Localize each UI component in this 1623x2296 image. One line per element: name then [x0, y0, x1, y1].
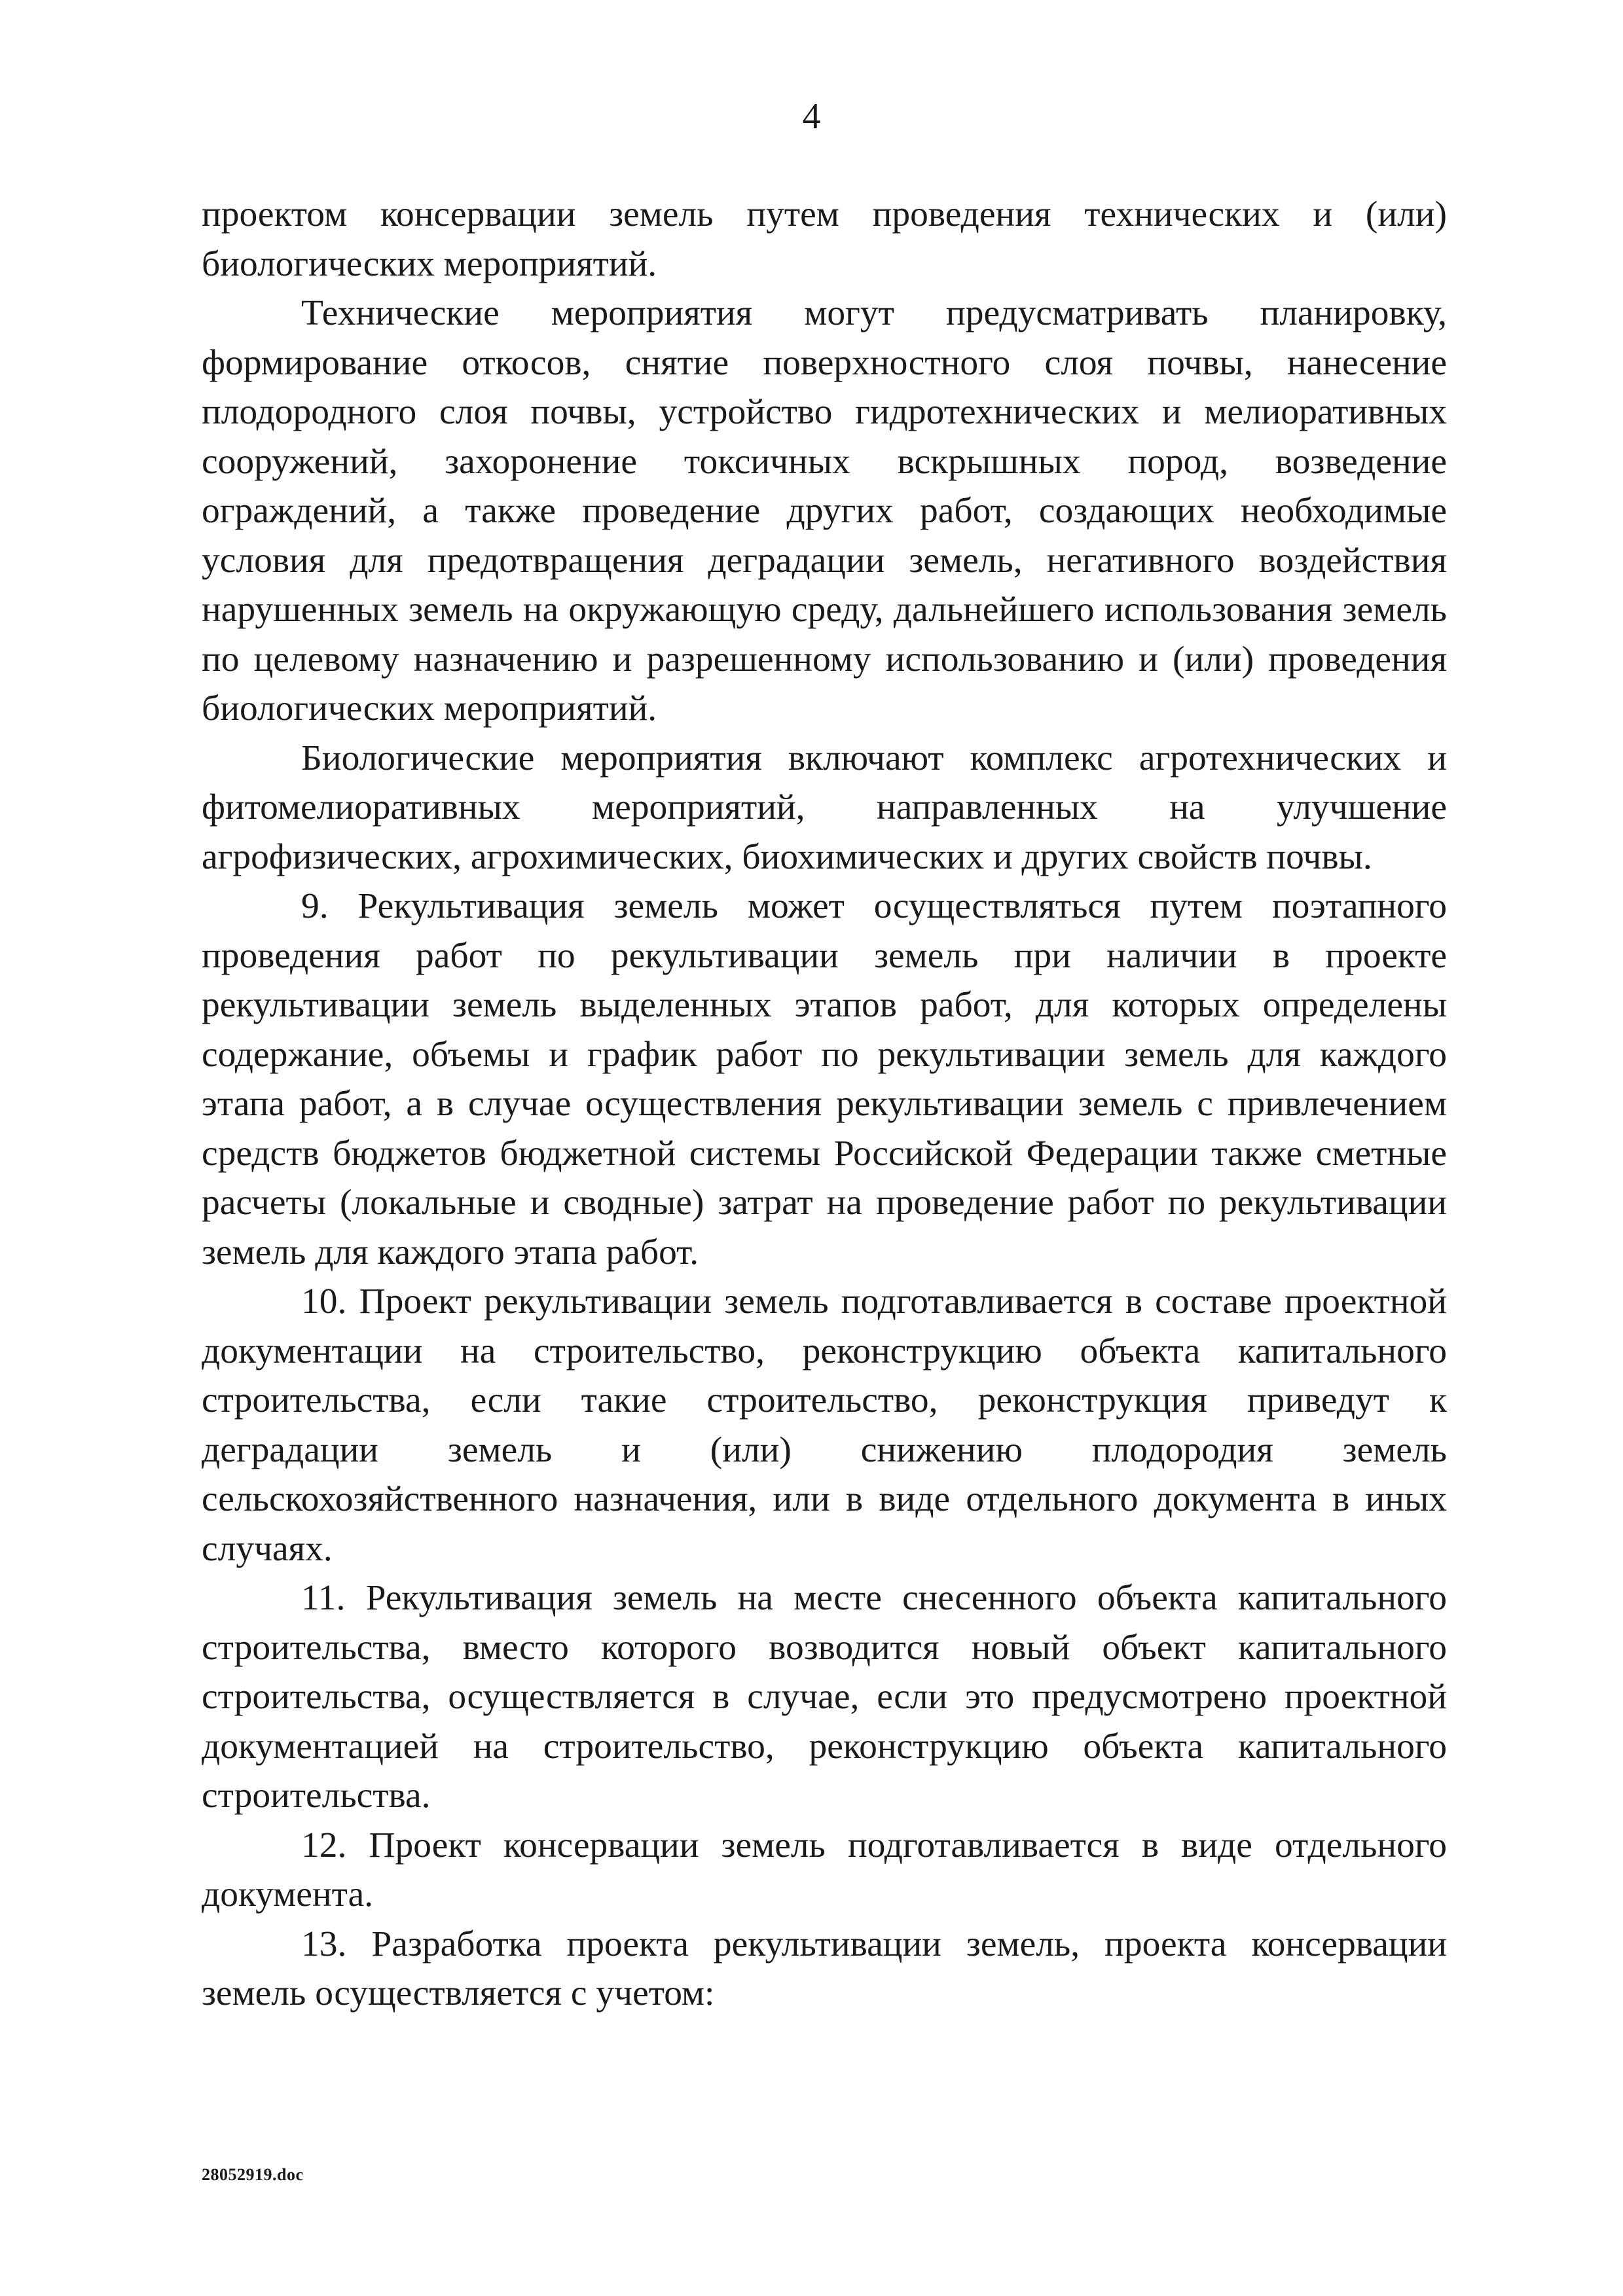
paragraph-item-12: 12. Проект консервации земель подготавливается в виде отдельного документа.	[202, 1825, 1447, 1914]
footer-filename: 28052919.doc	[202, 2165, 304, 2184]
document-body	[202, 190, 1447, 2018]
paragraph-item-13: 13. Разработка проекта рекультивации земель, проекта консервации земель осуществляется с учетом:	[202, 1924, 1447, 2013]
paragraph-continuation: проектом консервации земель путем проведения технических и (или) биологических мероприятий.	[202, 194, 1447, 284]
page-number: 4	[802, 96, 821, 137]
paragraph-biological-measures: Биологические мероприятия включают комплекс агротехнических и фитомелиоративных мероприятий, направленных на улучшение агрофизических, агрохимических, биохимических и других свойств почвы.	[202, 738, 1447, 877]
paragraph-technical-measures: Технические мероприятия могут предусматривать планировку, формирование откосов, снятие поверхностного слоя почвы, нанесение плодородного слоя почвы, устройство гидротехнических и мелиоративных сооружений, захоронение токсичных вскрышных пород, возведение ограждений, а также проведение других работ, создающих необходимые условия для предотвращения деградации земель, негативного воздействия нарушенных земель на окружающую среду, дальнейшего использования земель по целевому назначению и разрешенному использованию и (или) проведения биологических мероприятий.	[202, 293, 1447, 728]
paragraph-item-9: 9. Рекультивация земель может осуществляться путем поэтапного проведения работ по рекультивации земель при наличии в проекте рекультивации земель выделенных этапов работ, для которых определены содержание, объемы и график работ по рекультивации земель для каждого этапа работ, а в случае осуществления рекультивации земель с привлечением средств бюджетов бюджетной системы Российской Федерации также сметные расчеты (локальные и сводные) затрат на проведение работ по рекультивации земель для каждого этапа работ.	[202, 886, 1447, 1272]
paragraph-item-10: 10. Проект рекультивации земель подготавливается в составе проектной документации на строительство, реконструкцию объекта капитального строительства, если такие строительство, реконструкция приведут к деградации земель и (или) снижению плодородия земель сельскохозяйственного назначения, или в виде отдельного документа в иных случаях.	[202, 1282, 1447, 1569]
paragraph-item-11: 11. Рекультивация земель на месте снесенного объекта капитального строительства, вместо которого возводится новый объект капитального строительства, осуществляется в случае, если это предусмотрено проектной документацией на строительство, реконструкцию объекта капитального строительства.	[202, 1578, 1447, 1816]
